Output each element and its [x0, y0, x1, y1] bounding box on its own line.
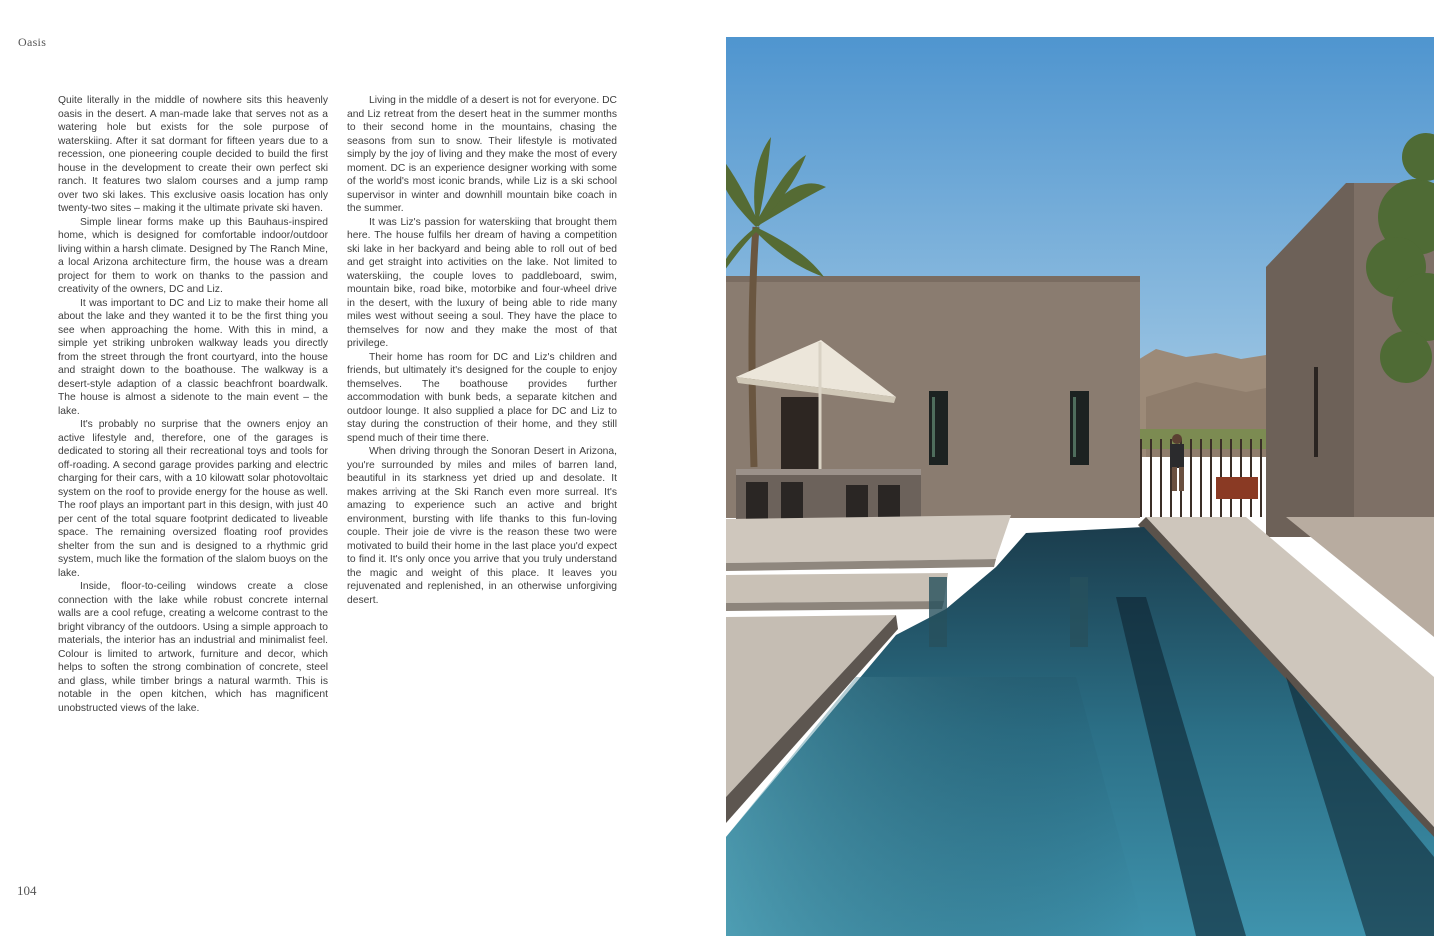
paragraph: Simple linear forms make up this Bauhaus-inspired home, which is designed for comfortable indoor/outdoor living within a harsh climate. Designed by The Ranch Mine, a local Arizona architecture firm, the house was a dream project for them to work on thanks to the passion and creativity of the owners, DC and Liz. [58, 216, 328, 295]
paragraph: It was important to DC and Liz to make their home all about the lake and they wanted it to be the first thing you see when approaching the home. With this in mind, a simple yet striking unbroken walkway leads you directly from the street through the front courtyard, into the house and straight down to the boathouse. The walkway is a desert-style adaption of a classic beachfront boardwalk. The house is almost a sidenote to the main event – the lake. [58, 297, 328, 417]
paragraph: Quite literally in the middle of nowhere sits this heavenly oasis in the desert. A man-made lake that serves not as a watering hole but exists for the sole purpose of waterskiing. After it sat dormant for fifteen years due to a recession, one pioneering couple decided to build the first house in the development to create their own perfect ski ranch. It features two slalom courses and a jump ramp over two ski lakes. This exclusive oasis location has only twenty-two sites – making it the ultimate private ski haven. [58, 95, 328, 214]
paragraph: Living in the middle of a desert is not for everyone. DC and Liz retreat from the desert heat in the summer months to their second home in the mountains, chasing the seasons from sun to snow. Their lifestyle is motivated simply by the joy of living and they make the most of every moment. DC is an experience designer working with some of the world's most iconic brands, while Liz is a ski school supervisor in winter and downhill mountain bike coach in the summer. [347, 95, 617, 214]
house-photo [726, 37, 1434, 936]
running-head: Oasis [18, 35, 47, 49]
text-column-2 [347, 94, 617, 607]
paragraph: It's probably no surprise that the owners enjoy an active lifestyle and, therefore, one of the garages is dedicated to storing all their recreational toys and tools for off-roading. A second garage provides parking and electric charging for their cars, with a 10 kilowatt solar photovoltaic system on the roof to provide energy for the house as well. The roof plays an important part in this design, with just 40 per cent of the total square footprint dedicated to liveable space. The remaining oversized floating roof provides shelter from the sun and is designed to a rhythmic grid system, much like the formation of the slalom buoys on the lake. [58, 419, 328, 579]
photo-illustration [726, 37, 1434, 936]
paragraph: When driving through the Sonoran Desert in Arizona, you're surrounded by miles and miles of barren land, beautiful in its starkness yet dried up and desolate. It makes arriving at the Ski Ranch even more surreal. It's amazing to experience such an active and bright environment, bursting with life thanks to this fun-loving couple. Their joie de vivre is the reason these two were motivated to build their home in the last place you'd expect to find it. It's only once you arrive that you truly understand the magic and weight of this place. It leaves you rejuvenated and replenished, in an otherwise unforgiving desert. [347, 446, 617, 606]
paragraph: Inside, floor-to-ceiling windows create a close connection with the lake while robust concrete internal walls are a cool refuge, creating a welcome contrast to the bright vibrancy of the outdoors. Using a simple approach to materials, the interior has an industrial and minimalist feel. Colour is limited to artwork, furniture and decor, which helps to soften the strong combination of concrete, steel and glass, while timber brings a natural warmth. This is notable in the open kitchen, which has magnificent unobstructed views of the lake. [58, 581, 328, 714]
window [929, 391, 948, 465]
paragraph: Their home has room for DC and Liz's children and friends, but ultimately it's designed for the couple to enjoy themselves. The boathouse provides further accommodation with bunk beds, a separate kitchen and outdoor lounge. It also supplied a place for DC and Liz to stay during the construction of their home, and they still spend much of their time there. [347, 351, 617, 444]
paragraph: It was Liz's passion for waterskiing that brought them here. The house fulfils her dream of having a competition ski lake in her backyard and being able to roll out of bed and get straight into activities on the lake. Not limited to waterskiing, the couple loves to paddleboard, swim, mountain bike, road bike, motorbike and four-wheel drive in the desert, with the luxury of being able to ride many miles west without seeing a soul. They have the place to themselves for now and they make the most of that privilege. [347, 216, 617, 349]
text-column-1 [58, 94, 328, 715]
deck [726, 515, 1011, 563]
page-number: 104 [17, 883, 37, 898]
window [1070, 391, 1089, 465]
